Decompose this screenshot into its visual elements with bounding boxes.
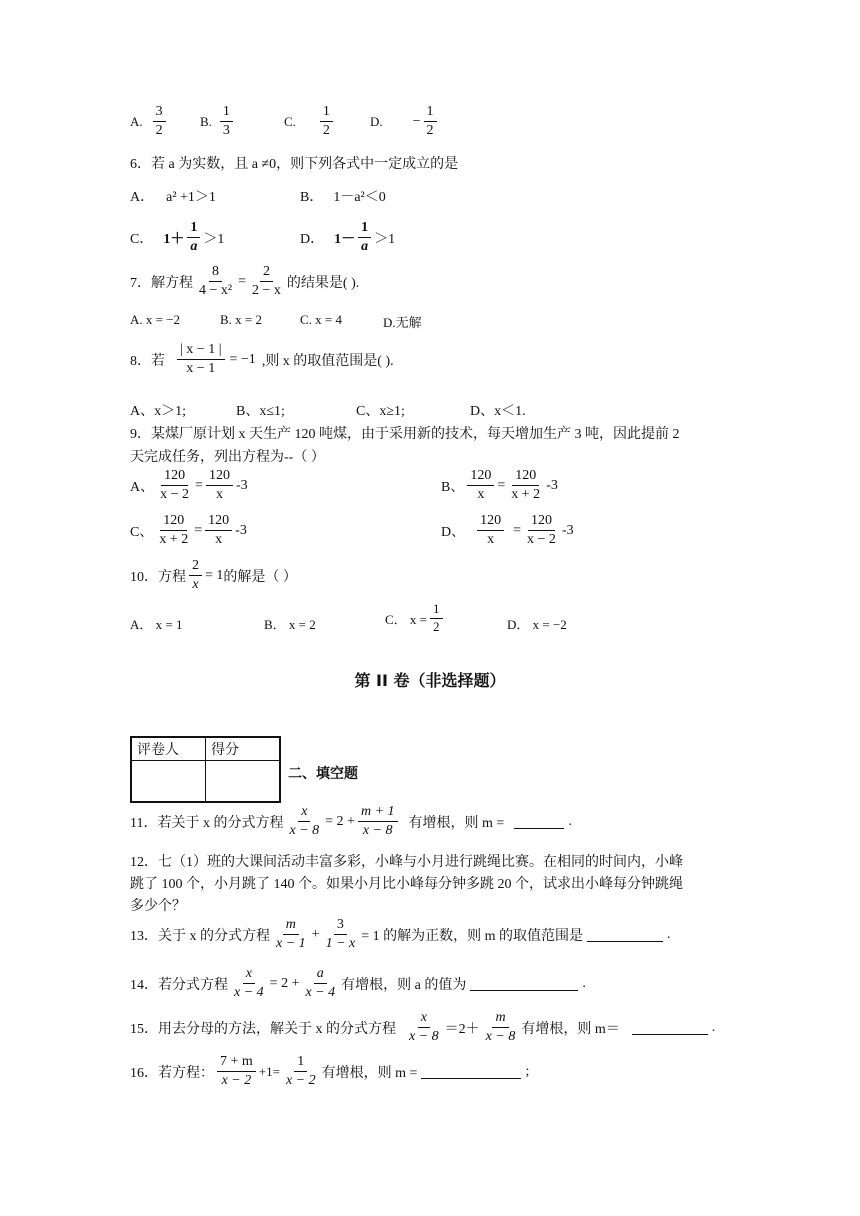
stem-text: . [711,1019,716,1035]
q6-option-c [130,220,224,255]
q8-stem [130,342,394,377]
option-label: A. [130,113,143,129]
q10-option-a: A． x = 1 [130,617,183,632]
expression-prefix: 1＋ [163,231,185,247]
stem-text: ,则 x 的取值范围是( ). [261,353,394,369]
fraction: $\frac{x}{x - 8}$ [289,804,320,839]
expression-suffix: ＞1 [203,231,225,247]
stem-text: ; [525,1063,530,1079]
fraction: $\frac{1}{2}$ [430,602,443,635]
score-header: 得分 [206,737,281,761]
fraction: $\frac{120}{x}$ [477,513,504,548]
fraction: $\frac{8}{\text{4 − x²}}$ [199,264,233,299]
q10-option-c [385,602,446,635]
q6-option-b [300,186,386,206]
option-label: A、 [130,479,155,495]
stem-text: = 1 [205,567,224,583]
q5-option-b [200,104,236,139]
stem-text: 15．用去分母的方法，解关于 x 的分式方程 [130,1021,396,1037]
answer-blank[interactable] [470,976,578,991]
stem-text: 10．方程 [130,569,186,585]
fraction: $\frac{m + 1}{x - 8}$ [358,804,398,839]
fraction: $\frac{a}{x - 4}$ [305,966,336,1001]
fraction: $\frac{m}{x - 1}$ [276,917,306,952]
stem-text: +1= [258,1063,280,1079]
stem-text: = 1 的解为正数，则 m 的取值范围是 [361,928,584,944]
expression-suffix: ＞1 [374,231,396,247]
fraction: $\frac{1}{a}$ [187,220,200,255]
stem-text: 14．若分式方程 [130,977,228,993]
fraction: $\frac{3}{1 - x}$ [325,917,356,952]
fraction: $\frac{3}{2}$ [153,104,166,139]
stem-text: 13．关于 x 的分式方程 [130,928,270,944]
q5-option-a [130,104,169,139]
fraction: $\frac{1}{3}$ [220,104,233,139]
stem-text: . [667,926,671,942]
q12-line2: 跳了 100 个，小月跳了 140 个。如果小月比小峰每分钟多跳 20 个，试求出小峰每分钟跳绳 [130,877,683,892]
option-label: D． [300,231,325,247]
stem-text: = 2 + [269,975,300,991]
q7-option-c: C. x = 4 [300,312,343,327]
stem-text: 16．若方程： [130,1065,214,1081]
answer-blank[interactable] [421,1064,521,1079]
fraction: $\frac{120}{x}$ [467,468,494,503]
expression: a² +1＞1 [166,190,216,205]
option-label: A． [130,190,155,205]
fraction: $\frac{7 + m}{x - 2}$ [217,1054,256,1089]
q7-option-b: B. x = 2 [220,312,263,327]
stem-text: = 2 + [325,813,355,829]
equals-sign: = [238,273,246,289]
option-label: C、 [130,524,154,540]
grader-header: 评卷人 [131,737,206,761]
q5-option-d [370,104,440,139]
fraction: $\frac{2}{x}$ [189,558,202,593]
stem-text: 7．解方程 [130,275,193,291]
q7-stem [130,264,359,299]
q5-option-c [284,104,336,139]
stem-text: = −1 [229,351,256,367]
q6-option-d [300,220,395,255]
option-label: B、 [441,479,465,495]
expression-suffix: -3 [235,477,248,493]
option-label: D. [370,113,383,129]
score-table [130,736,281,803]
stem-text: 有增根，则 m = [321,1065,418,1081]
q10-stem [130,558,297,593]
option-label: B． [300,190,324,205]
expression-suffix: -3 [561,522,574,538]
option-label: C． x = [385,611,428,627]
q15-stem [130,1010,715,1045]
section-heading: 二、填空题 [288,766,358,782]
fraction: $\frac{1}{2}$ [424,104,437,139]
q9-line1: 9．某煤厂原计划 x 天生产 120 吨煤，由于采用新的技术，每天增加生产 3 吨，因此提前 2 [130,427,680,442]
fraction: $\frac{120}{x - 2}$ [527,513,556,548]
expression-prefix: 1－ [334,231,356,247]
fraction: $\frac{| x - 1 |}{x - 1}$ [177,342,225,377]
q12-line1: 12．七（1）班的大课间活动丰富多彩，小峰与小月进行跳绳比赛。在相同的时间内，小峰 [130,855,683,870]
option-label: C． [130,231,154,247]
expression: 1－a²＜0 [333,190,386,205]
expression-suffix: -3 [235,522,247,538]
stem-text: 的解是（ ） [223,569,297,585]
stem-text: 的结果是( ). [286,275,360,291]
fraction: $\frac{1}{a}$ [358,220,371,255]
q13-stem [130,917,671,952]
answer-blank[interactable] [514,814,564,829]
option-label: B. [200,113,212,129]
fraction: $\frac{120}{x}$ [205,513,232,548]
fraction: $\frac{x}{x - 8}$ [409,1010,439,1045]
fraction: $\frac{120}{x + 2}$ [159,513,189,548]
stem-text: 有增根，则 a 的值为 [341,977,467,993]
section-title: 第 II 卷（非选择题） [354,671,506,690]
fraction: $\frac{2}{2 - x}$ [252,264,281,299]
fraction: $\frac{m}{x - 8}$ [485,1010,516,1045]
q8-option-a: A、x＞1; [130,404,186,419]
stem-text: ＝2＋ [444,1021,480,1037]
fraction: $\frac{120}{x - 2}$ [160,468,190,503]
stem-text: + [311,926,320,942]
fraction: $\frac{120}{x}$ [206,468,233,503]
fraction: $\frac{120}{x + 2}$ [511,468,541,503]
option-label: C. [284,113,296,129]
q7-option-d: D.无解 [383,315,422,330]
q8-option-b: B、x≤1; [236,404,285,419]
q9-option-b: B、 $\frac{120}{x}$ = $\frac{120}{x + 2}$ -3 [441,468,558,503]
q9-option-a: A、 $\frac{120}{x - 2}$ = $\frac{120}{x}$ -3 [130,468,248,503]
minus-sign: − [412,113,421,129]
answer-blank[interactable] [587,927,663,942]
stem-text: 8．若 [130,353,165,369]
q12-line3: 多少个？ [130,899,186,914]
q6-stem: 6．若 a 为实数，且 a ≠0，则下列各式中一定成立的是 [130,157,459,172]
q8-option-c: C、x≥1; [356,404,405,419]
stem-text: 有增根，则 m = [408,815,505,831]
fraction: $\frac{1}{x - 2}$ [285,1054,316,1089]
q9-option-d: D、 $\frac{120}{x}$ = $\frac{120}{x - 2}$ -3 [441,513,574,548]
q9-option-c: C、 $\frac{120}{x + 2}$ = $\frac{120}{x}$ -3 [130,513,247,548]
fraction: $\frac{x}{x - 4}$ [234,966,264,1001]
option-label: D、 [441,524,466,540]
q6-option-a [130,186,216,206]
fraction: $\frac{1}{2}$ [320,104,333,139]
stem-text: 有增根，则 m＝ [521,1021,620,1037]
expression-suffix: -3 [546,477,558,493]
q11-stem [130,804,572,839]
q14-stem [130,966,586,1001]
stem-text: . [582,975,586,991]
score-cell [206,761,281,803]
answer-blank[interactable] [632,1020,708,1035]
q7-option-a: A. x = −2 [130,312,181,327]
q16-stem [130,1054,529,1089]
stem-text: 11．若关于 x 的分式方程 [130,815,284,831]
stem-text: . [568,813,572,829]
q10-option-b: B． x = 2 [264,617,316,632]
q8-option-d: D、x＜1. [470,404,526,419]
grader-cell [131,761,206,803]
q9-line2: 天完成任务，列出方程为--（ ） [130,450,325,465]
q10-option-d: D． x = −2 [507,617,567,632]
